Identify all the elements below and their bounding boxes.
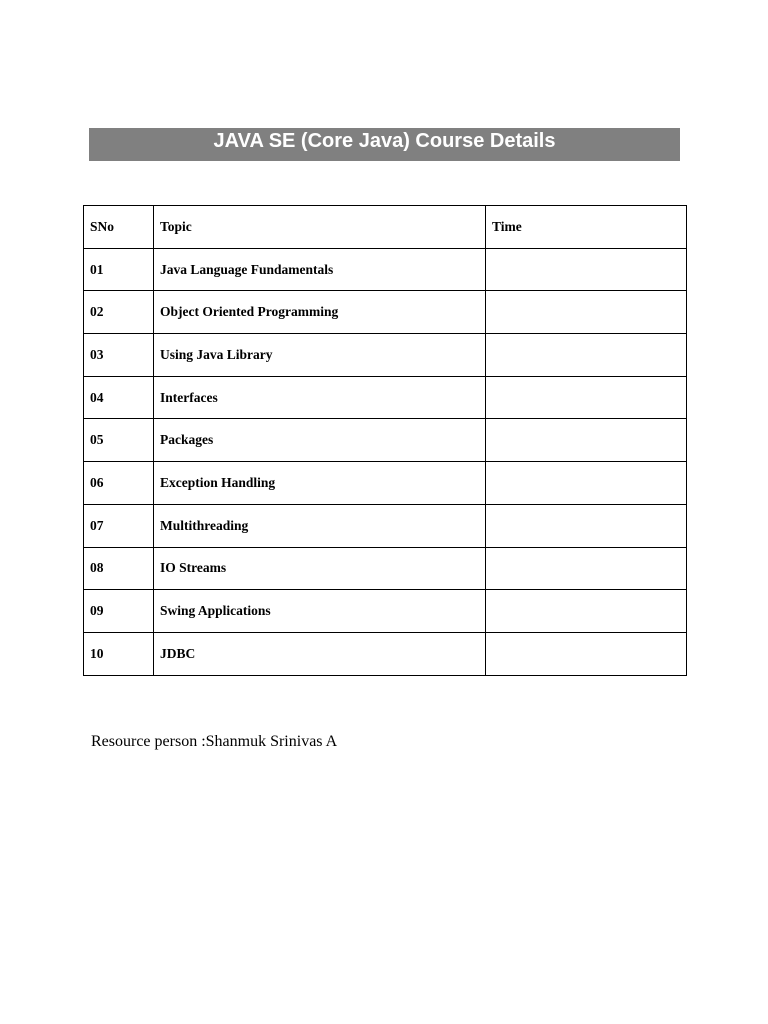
cell-topic: Multithreading — [154, 504, 486, 547]
cell-time — [486, 291, 687, 334]
cell-sno: 02 — [84, 291, 154, 334]
cell-sno: 05 — [84, 419, 154, 462]
cell-topic: Interfaces — [154, 376, 486, 419]
cell-topic: Using Java Library — [154, 334, 486, 377]
cell-time — [486, 590, 687, 633]
cell-sno: 06 — [84, 462, 154, 505]
header-time: Time — [486, 206, 687, 249]
cell-sno: 04 — [84, 376, 154, 419]
cell-sno: 09 — [84, 590, 154, 633]
cell-topic: JDBC — [154, 632, 486, 675]
cell-time — [486, 419, 687, 462]
cell-time — [486, 547, 687, 590]
header-sno: SNo — [84, 206, 154, 249]
table-row — [84, 590, 687, 633]
cell-topic: IO Streams — [154, 547, 486, 590]
cell-topic: Java Language Fundamentals — [154, 248, 486, 291]
cell-time — [486, 376, 687, 419]
course-table — [83, 205, 687, 676]
table-row — [84, 462, 687, 505]
cell-time — [486, 632, 687, 675]
table-row — [84, 419, 687, 462]
table-header-row — [84, 206, 687, 249]
header-topic: Topic — [154, 206, 486, 249]
table-row — [84, 547, 687, 590]
cell-time — [486, 334, 687, 377]
cell-sno: 01 — [84, 248, 154, 291]
cell-time — [486, 248, 687, 291]
cell-sno: 08 — [84, 547, 154, 590]
cell-time — [486, 504, 687, 547]
cell-topic: Exception Handling — [154, 462, 486, 505]
cell-topic: Packages — [154, 419, 486, 462]
table-row — [84, 376, 687, 419]
cell-topic: Swing Applications — [154, 590, 486, 633]
cell-time — [486, 462, 687, 505]
resource-person: Resource person :Shanmuk Srinivas A — [91, 733, 338, 750]
table-row — [84, 632, 687, 675]
table-row — [84, 504, 687, 547]
cell-topic: Object Oriented Programming — [154, 291, 486, 334]
cell-sno: 10 — [84, 632, 154, 675]
cell-sno: 03 — [84, 334, 154, 377]
table-row — [84, 291, 687, 334]
page-title: JAVA SE (Core Java) Course Details — [89, 128, 680, 161]
table-row — [84, 334, 687, 377]
table-row — [84, 248, 687, 291]
cell-sno: 07 — [84, 504, 154, 547]
